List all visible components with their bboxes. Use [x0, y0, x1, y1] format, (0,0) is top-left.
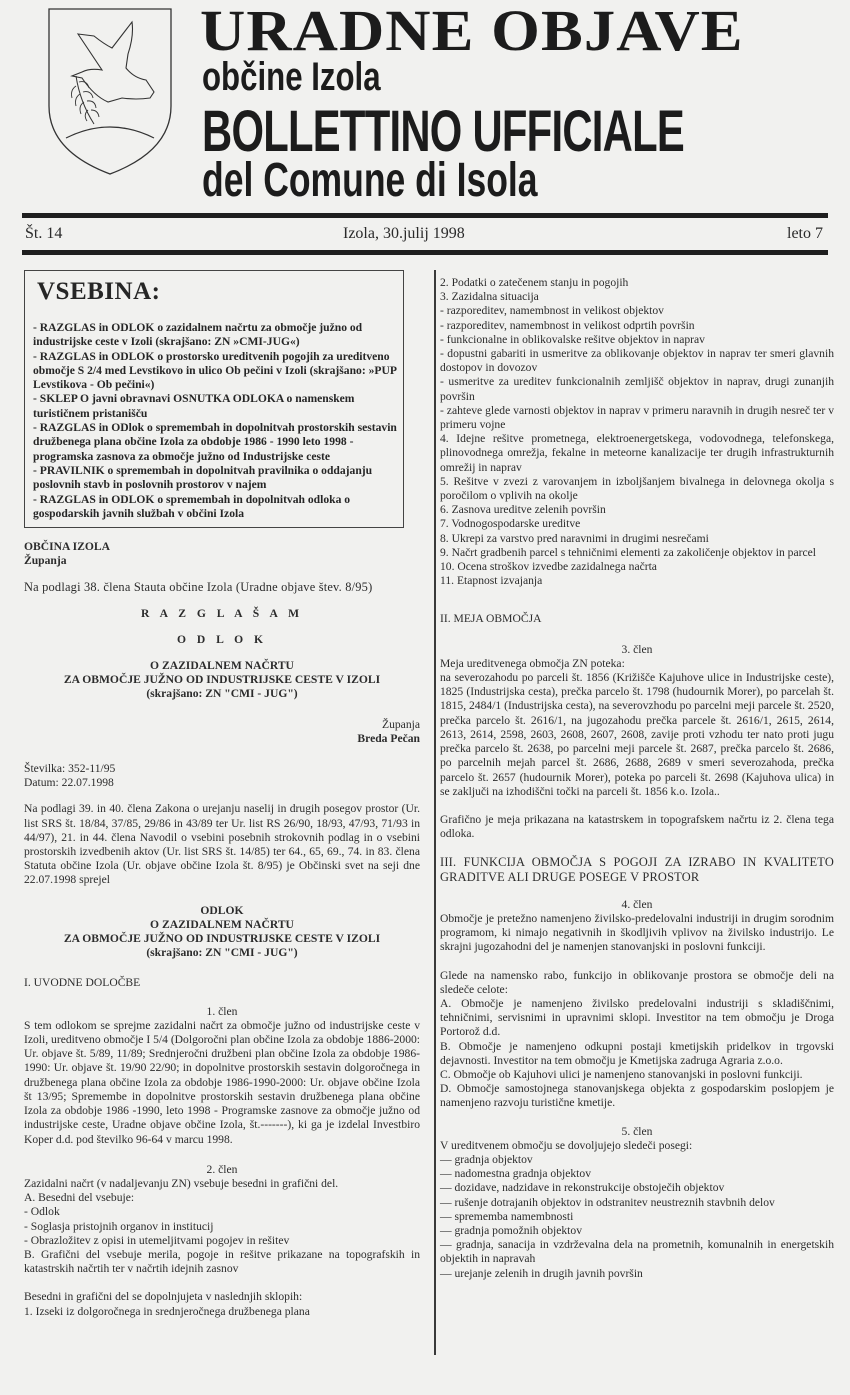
issue-number: Št. 14 — [25, 225, 63, 242]
issuer-role: Županja — [24, 554, 67, 568]
article-3-graphic-note: Grafično je meja prikazana na katastrskem in topografskem načrtu iz 2. člena tega odloka. — [440, 812, 834, 841]
article-5-item: — gradnja, sanacija in vzdrževalna dela na prometnih, komunalnih in energetskih objektih in napravah — [440, 1238, 834, 1266]
article-4-text: Območje je pretežno namenjeno živilsko-predelovalni industriji in drugim sorodnim programom, ki nimajo negativnih in škodljivih vplivov na živilsko industrijo. Le skrajni jugozahodni del je namenjen stanovanjski in poslovni funkciji. — [440, 911, 834, 954]
article-2-line: - Soglasja pristojnih organov in institucij — [24, 1219, 214, 1233]
signer-role: Županja — [382, 717, 420, 731]
article-5-item: — sprememba namembnosti — [440, 1209, 574, 1223]
ordinance-heading-1: O ZAZIDALNEM NAČRTU — [150, 659, 294, 673]
section-heading-3: III. FUNKCIJA OBMOČJA S POGOJI ZA IZRABO IN KVALITETO GRADITVE ALI DRUGE POSEGE V PROSTOR — [440, 855, 834, 884]
signer-name: Breda Pečan — [357, 731, 420, 745]
article-3-lead: Meja ureditvenega območja ZN poteka: — [440, 656, 625, 670]
preamble: Na podlagi 39. in 40. člena Zakona o urejanju naselij in drugih posegov prostor (Ur. list SRS št. 18/84, 37/85, 29/86 in 43/89 ter Ur. list RS 26/90, 18/93, 47/93, 71/93 in 44/97), 21. in 44. člena Navodil o vsebini posebnih strokovnih podlag in o vsebini prostorskih izvedbenih aktov (Ur. list SRS št. 14/85) ter 64., 65, 69., 74. in 83. člena Statuta občine Izola (Ur. objave občine Izola št. 8/95) je Občinski svet na seji dne 22.07.1998 sprejel — [24, 802, 420, 887]
masthead-title-slovene: URADNE OBJAVE — [200, 0, 744, 63]
article-2-title: 2. člen — [206, 1162, 238, 1176]
article-4-lead: Glede na namensko rabo, funkcijo in oblikovanje prostora se območje deli na sledeče celote: — [440, 968, 834, 996]
article-5-title: 5. člen — [621, 1124, 653, 1138]
article-2-line: - Obrazložitev z opisi in utemeljitvami pogojev in rešitev — [24, 1233, 290, 1247]
toc-item[interactable]: - RAZGLAS in ODLOK o spremembah in dopolnitvah odloka o gospodarskih javnih službah v občini Izola — [33, 492, 351, 520]
component-item: - razporeditev, namembnost in velikost odprtih površin — [440, 318, 695, 332]
ordinance-heading-2: ZA OBMOČJE JUŽNO OD INDUSTRIJSKE CESTE V IZOLI — [63, 673, 381, 687]
component-item: 4. Idejne rešitve prometnega, elektroenergetskega, vodovodnega, telefonskega, plinovodnega omrežja, fekalne in meteorne kanalizacije ter drugih infrastrukturnih omrežij in naprav — [440, 432, 834, 474]
article-5-item: — rušenje dotrajanih objektov in odstranitev neustreznih stavbnih delov — [440, 1195, 775, 1209]
article-5-item: — dozidave, nadzidave in rekonstrukcije obstoječih objektov — [440, 1181, 725, 1195]
odlok-spaced-heading: O D L O K — [176, 632, 268, 646]
article-4-item: C. Območje ob Kajuhovi ulici je namenjeno stanovanjski in poslovni funkciji. — [440, 1067, 803, 1081]
masthead-subtitle-italian: del Comune di Isola — [202, 154, 538, 207]
proclamation: R A Z G L A Š A M — [140, 606, 304, 620]
toc-item[interactable]: - SKLEP O javni obravnavi OSNUTKA ODLOKA o namenskem turističnem pristanišču — [33, 392, 355, 420]
toc-item[interactable]: - RAZGLAS in ODlok o spremembah in dopolnitvah prostorskih sestavin družbenega plana občine Izola za obdobje 1986 - 1990 leto 1998 - programska zasnova za območje južno od Industrijske ceste — [33, 421, 397, 463]
toc-title: VSEBINA: — [37, 278, 161, 305]
component-item: - funkcionalne in oblikovalske rešitve objektov in naprav — [440, 332, 705, 346]
masthead — [0, 0, 850, 215]
component-item: 10. Ocena stroškov izvedbe zazidalnega načrta — [440, 560, 657, 574]
article-5-item: — urejanje zelenih in drugih javnih površin — [440, 1266, 643, 1280]
article-1-title: 1. člen — [206, 1004, 238, 1018]
article-1-text: S tem odlokom se sprejme zazidalni načrt za območje južno od industrijske ceste v Izoli, ureditveno območje I 5/4 (Dolgoročni plan občine Izola za obdobje 1886-2000: Ur. objave št. 5/89, 11/89; Srednjeročni družbeni plan občine Izola za obdobje 1986-1990: Ur. objave št. 19/90 22/90; in dopolnitve prostorskih sestavin dolgoročnega in družbenega plana občine Izola za obdobje 1986-1990-2000: Ur. objave občine Izola št 13/95; Spremembe in dopolnitve prostorskih sestavin družbenega plana občine Izola za obdobje 1986 -1990, leto 1998 - Programske zasnove za območje južno od industrijske ceste, Uradne objave občine Izola, št.-------), ki ga je izdelal Investbiro Koper d.d. pod številko 96-64 v marcu 1998. — [24, 1018, 421, 1146]
issue-info-row — [25, 223, 825, 247]
component-item: 9. Načrt gradbenih parcel s tehničnimi elementi za zakoličenje objektov in parcel — [440, 545, 816, 559]
toc-item[interactable]: - RAZGLAS in ODLOK o prostorsko ureditvenih pogojih za ureditveno območje S 2/4 med Levstikovo in ulico Ob pečini v Izoli (skrajšano: »PUP Levstikova - Ob pečini«) — [33, 349, 397, 392]
article-5-item: — gradnja objektov — [440, 1152, 533, 1166]
article-3-text: na severozahodu po parceli št. 1856 (Križišče Kajuhove ulice in Industrijske ceste), 1825 (Industrijska cesta), prečka parcelo št. 1798 (hudournik Morer), po parcelah št. 1815, 2484/1 (Industrijska cesta), na severovzhodu po parcelni meji parcele št. 2520, prečka parcelo št. 2616/1, na jugozahodu prečka parcele št. 2616/1, 2615, 2614, 2613, 2614, 2598, 2603, 2608, 2607, 2608, zavije proti vzhodu ter nato proti jugu prečka parcelo št. 2638, po parcelni meji parcele št. 2687, prečka parcelo št. 2686, po parcelnih mejah parcel št. 2686, 2688, 2689 v smeri severozahoda, prečka parcelo št. 2657 (hudournik Morer), poteka po parceli št. 2698 (Kajuhova ulica) in se zaključi na izhodiščni točki na parceli št. 1856 k.o. Izola.. — [440, 671, 834, 798]
component-item: - zahteve glede varnosti objektov in naprav v primeru naravnih in drugih nesreč ter v primeru vojne — [440, 403, 834, 432]
article-4-title: 4. člen — [621, 897, 653, 911]
component-item: 5. Rešitve v zvezi z varovanjem in izboljšanjem bivalnega in delovnega okolja s poročilom o vplivih na okolje — [440, 474, 834, 503]
component-item: - razporeditev, namembnost in velikost objektov — [440, 304, 664, 318]
masthead-rule-bottom — [22, 250, 828, 255]
section-heading-1: I. UVODNE DOLOČBE — [24, 976, 141, 990]
issue-place-date: Izola, 30.julij 1998 — [343, 225, 465, 242]
component-item: 6. Zasnova ureditve zelenih površin — [440, 503, 606, 517]
masthead-subtitle-slovene: občine Izola — [202, 55, 381, 99]
document-date: Datum: 22.07.1998 — [24, 776, 114, 790]
article-2-line: A. Besedni del vsebuje: — [24, 1191, 135, 1205]
article-2-components-lead: Besedni in grafični del se dopolnjujeta v naslednjih sklopih: — [24, 1290, 303, 1304]
dove-crest-icon — [46, 6, 174, 176]
column-divider — [434, 270, 436, 1355]
component-item: 3. Zazidalna situacija — [440, 290, 539, 304]
article-2-component: 1. Izseki iz dolgoročnega in srednjeročnega družbenega plana — [24, 1304, 310, 1318]
odlok-heading-1: O ZAZIDALNEM NAČRTU — [150, 917, 294, 931]
component-item: 2. Podatki o zatečenem stanju in pogojih — [440, 276, 629, 289]
article-3-title: 3. člen — [621, 642, 653, 656]
section-heading-2: II. MEJA OBMOČJA — [440, 612, 542, 626]
article-2-line: - Odlok — [24, 1205, 60, 1219]
legal-basis: Na podlagi 38. člena Stauta občine Izola (Uradne objave štev. 8/95) — [24, 580, 373, 595]
component-item: - usmeritve za ureditev funkcionalnih zemljišč objektov in naprav, drugi zunanjih površin — [440, 375, 834, 403]
component-item: 7. Vodnogospodarske ureditve — [440, 517, 581, 531]
document-number: Številka: 352-11/95 — [24, 762, 116, 776]
odlok-title: ODLOK — [200, 903, 244, 917]
toc-item[interactable]: - PRAVILNIK o spremembah in dopolnitvah pravilnika o oddajanju poslovnih stavb in poslovnih prostorov v najem — [33, 463, 373, 492]
article-5-item: — nadomestna gradnja objektov — [440, 1167, 592, 1181]
component-item: - dopustni gabariti in usmeritve za oblikovanje objektov in naprav ter smeri glavnih dostopov in dovozov — [440, 347, 834, 375]
component-item: 11. Etapnost izvajanja — [440, 574, 543, 588]
left-column — [24, 270, 420, 1319]
masthead-title-italian: BOLLETTINO UFFICIALE — [202, 99, 685, 164]
toc-item[interactable]: - RAZGLAS in ODLOK o zazidalnem načrtu za območje južno od industrijske ceste v Izoli (skrajšano: ZN »CMI-JUG«) — [33, 321, 363, 349]
ordinance-heading-3: (skrajšano: ZN "CMI - JUG") — [146, 687, 298, 701]
odlok-heading-2: ZA OBMOČJE JUŽNO OD INDUSTRIJSKE CESTE V IZOLI — [63, 932, 381, 946]
article-5-item: — gradnja pomožnih objektov — [440, 1223, 582, 1237]
right-column — [440, 276, 834, 1281]
article-4-item: B. Območje je namenjeno odkupni postaji kmetijskih pridelkov in trgovski dejavnosti. Investitor na tem območju je Kmetijska zadruga Agraria z.o.o. — [440, 1039, 834, 1067]
article-5-lead: V ureditvenem območju se dovoljujejo sledeči posegi: — [440, 1138, 693, 1152]
article-2-graphic-part: B. Grafični del vsebuje merila, pogoje in rešitve prikazane na topografskih in katastrskih načrtih ter v načrtih idejnih zasnov — [24, 1247, 420, 1276]
component-item: 8. Ukrepi za varstvo pred naravnimi in drugimi nesrečami — [440, 531, 709, 545]
table-of-contents — [24, 270, 404, 528]
article-2-line: Zazidalni načrt (v nadaljevanju ZN) vsebuje besedni in grafični del. — [24, 1176, 339, 1190]
article-4-item: A. Območje je namenjeno živilsko predelovalni industriji s skladiščnimi, tehničnimi, servisnimi in upravnimi sklopi. Investitor na tem območju je Droga Portorož d.d. — [440, 996, 834, 1039]
issue-year: leto 7 — [787, 225, 823, 242]
masthead-rule-top — [22, 213, 828, 218]
odlok-heading-3: (skrajšano: ZN "CMI - JUG") — [146, 946, 298, 960]
issuer-name: OBČINA IZOLA — [24, 540, 111, 553]
article-4-item: D. Območje samostojnega stanovanjskega objekta z gospodarskim poslopjem je namenjeno razvoju turistične kmetije. — [440, 1082, 834, 1110]
